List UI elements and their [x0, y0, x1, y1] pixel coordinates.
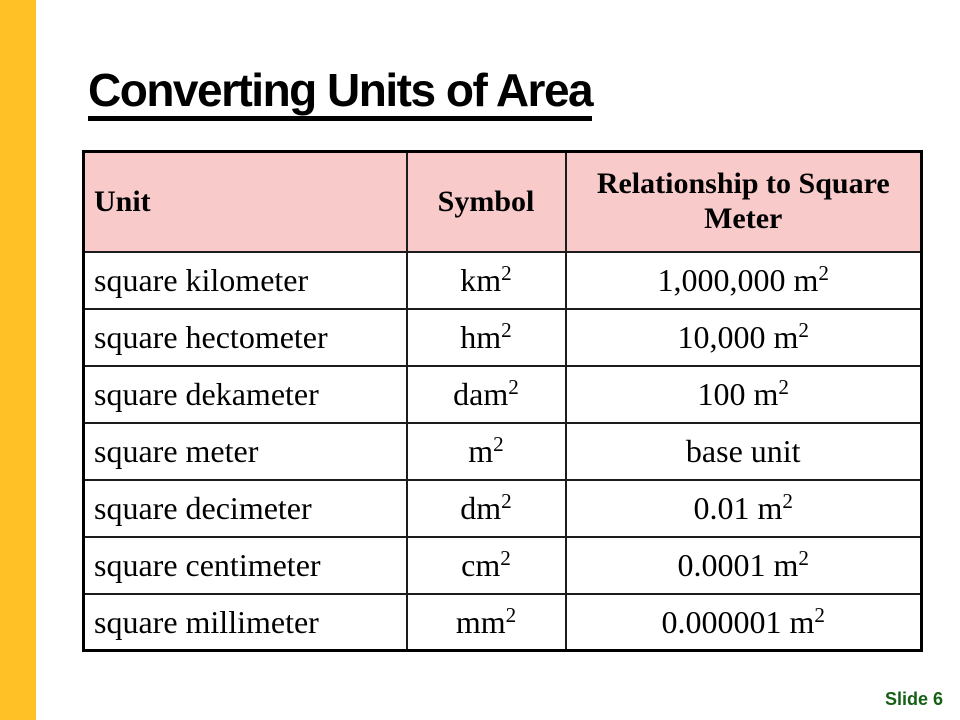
header-cell-relationship: Relationship to Square Meter	[566, 152, 922, 252]
table-row	[84, 480, 922, 537]
left-accent-bar	[0, 0, 36, 720]
relationship-cell: 0.01 $m^2$	[566, 480, 922, 537]
superscript: 2	[798, 318, 809, 343]
symbol-cell: $hm^2$	[407, 309, 566, 366]
superscript: 2	[501, 261, 512, 286]
relationship-cell: base unit	[566, 423, 922, 480]
superscript: 2	[798, 546, 809, 571]
symbol-cell: $km^2$	[407, 252, 566, 309]
superscript: 2	[505, 602, 517, 627]
superscript: 2	[778, 375, 789, 400]
table-row	[84, 366, 922, 423]
relationship-cell: 0.000001 $m^2$	[566, 594, 922, 651]
relationship-cell: 10,000 $m^2$	[566, 309, 922, 366]
unit-cell: square kilometer	[84, 252, 407, 309]
superscript: 2	[501, 318, 512, 343]
superscript: 2	[500, 546, 511, 571]
superscript: 2	[493, 432, 504, 457]
relationship-cell: 1,000,000 $m^2$	[566, 252, 922, 309]
unit-cell: square hectometer	[84, 309, 407, 366]
table-row	[84, 309, 922, 366]
table-header	[84, 152, 922, 252]
units-of-area-table	[82, 150, 923, 652]
unit-cell: square centimeter	[84, 537, 407, 594]
table-row	[84, 594, 922, 651]
unit-cell: square decimeter	[84, 480, 407, 537]
table-row	[84, 423, 922, 480]
symbol-cell: $mm^2$	[407, 594, 566, 651]
symbol-cell: dam$^2$	[407, 366, 566, 423]
table-row	[84, 252, 922, 309]
superscript: 2	[818, 261, 829, 286]
symbol-cell: $cm^2$	[407, 537, 566, 594]
header-cell-unit: Unit	[84, 152, 407, 252]
unit-cell: square meter	[84, 423, 407, 480]
header-cell-symbol: Symbol	[407, 152, 566, 252]
slide-number: Slide 6	[884, 689, 943, 709]
table-body	[84, 252, 922, 651]
unit-cell: square millimeter	[84, 594, 407, 651]
relationship-cell: 100 $m^2$	[566, 366, 922, 423]
header-row	[84, 152, 922, 252]
relationship-cell: 0.0001 $m^2$	[566, 537, 922, 594]
unit-cell: square dekameter	[84, 366, 407, 423]
symbol-cell: $m^2$	[407, 423, 566, 480]
page-title: Converting Units of Area	[88, 66, 592, 121]
superscript: 2	[814, 602, 825, 627]
superscript: 2	[501, 489, 512, 514]
table-row	[84, 537, 922, 594]
superscript: 2	[508, 375, 519, 400]
superscript: 2	[782, 489, 793, 514]
symbol-cell: $dm^2$	[407, 480, 566, 537]
